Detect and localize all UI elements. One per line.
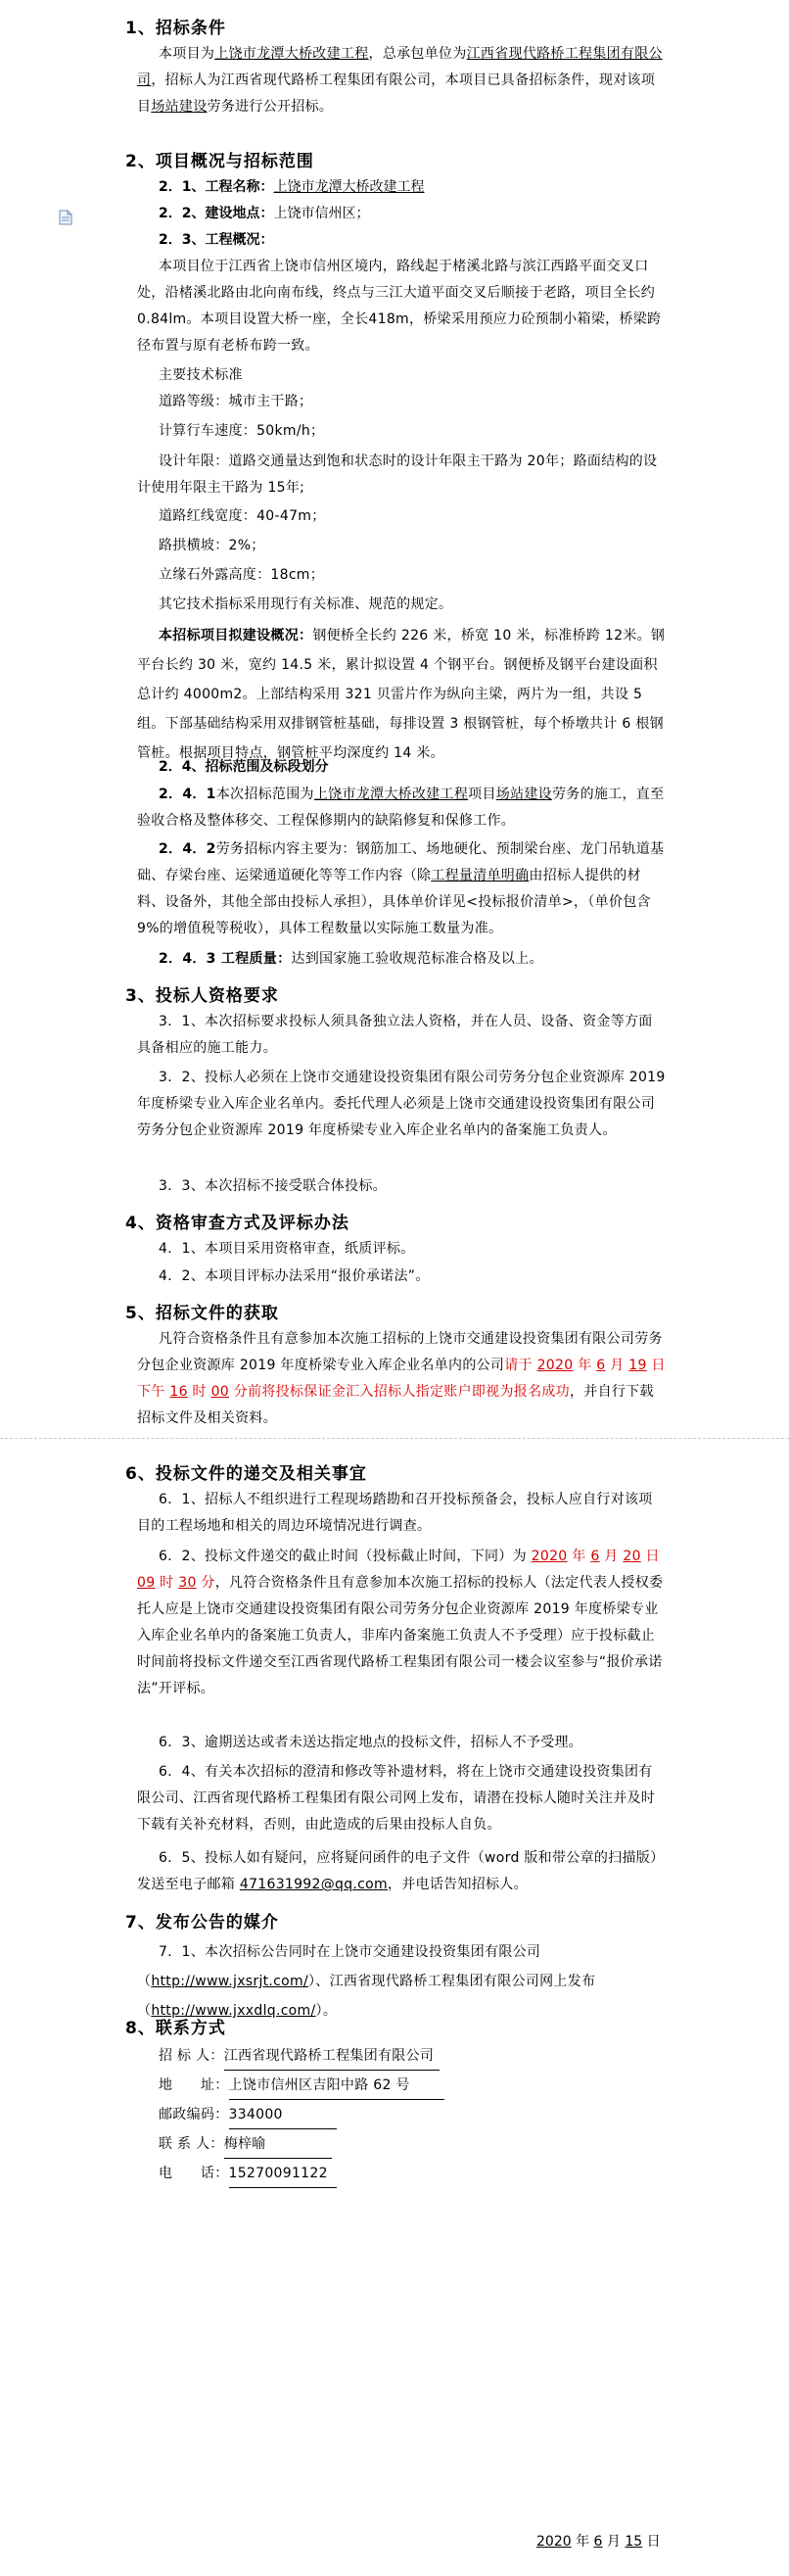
section-1-text: 本项目为上饶市龙潭大桥改建工程，总承包单位为江西省现代路桥工程集团有限公司，招标人为江西省现代路桥工程集团有限公司，本项目已具备招标条件，现对该项目场站建设劳务进行公开招标。 xyxy=(137,46,663,115)
qualification-3-3: 3．3、本次招标不接受联合体投标。 xyxy=(159,1178,387,1194)
submission-6-4: 6．4、有关本次招标的澄清和修改等补遗材料，将在上饶市交通建设投资集团有限公司、江西省现代路桥工程集团有限公司网上发布，请潜在投标人随时关注并及时下载有关补充材料，否则，由此造成的后果由投标人自负。 xyxy=(137,1764,656,1833)
section-6-title: 6、投标文件的递交及相关事宜 xyxy=(125,1464,367,1484)
tech-item: 立缘石外露高度：18cm； xyxy=(159,567,325,583)
quality-row: 2．4．3 工程质量：达到国家施工验收规范标准合格及以上。 xyxy=(159,951,543,967)
tech-item: 道路红线宽度：40-47m； xyxy=(159,508,326,524)
media-7-1: 7．1、本次招标公告同时在上饶市交通建设投资集团有限公司（http://www.jxsrjt.com/）、江西省现代路桥工程集团有限公司网上发布（http://www.jxxdlq.com/）。 xyxy=(137,1944,596,2019)
submission-6-3: 6．3、逾期送达或者未送达指定地点的投标文件，招标人不予受理。 xyxy=(159,1735,583,1750)
review-4-1: 4．1、本项目采用资格审查，纸质评标。 xyxy=(159,1241,415,1257)
qualification-3-1: 3．1、本次招标要求投标人须具备独立法人资格，并在人员、设备、资金等方面具备相应的施工能力。 xyxy=(137,1014,653,1056)
section-4-title: 4、资格审查方式及评标办法 xyxy=(125,1214,349,1233)
jxsrjt-link[interactable]: http://www.jxsrjt.com/ xyxy=(151,1974,308,1989)
submission-6-1: 6．1、招标人不组织进行工程现场踏勘和召开投标预备会，投标人应自行对该项目的工程场地和相关的周边环境情况进行调查。 xyxy=(137,1492,653,1534)
location-row: 2．2、建设地点：上饶市信州区； xyxy=(159,206,370,221)
section-3-title: 3、投标人资格要求 xyxy=(125,986,279,1006)
scope-label: 2．4、招标范围及标段划分 xyxy=(159,759,329,775)
proposed-overview: 本招标项目拟建设概况：钢便桥全长约 226 米，桥宽 10 米，标准桥跨 12米。钢平台长约 30 米，宽约 14.5 米，累计拟设置 4 个钢平台。钢便桥及钢平台建设面积总计约 4000m2。上部结构采用 321 贝雷片作为纵向主梁，两片为一组，共设 5 组。下部基础结构采用双排钢管桩基础，每排设置 3 根钢管桩，每个桥墩共计 6 根钢管桩。根据项目特点，钢管桩平均深度约 14 米。 xyxy=(137,628,666,761)
tech-title: 主要技术标准 xyxy=(159,367,243,383)
scope-2-4-1: 2．4．1本次招标范围为上饶市龙潭大桥改建工程项目场站建设劳务的施工，直至验收合格及整体移交、工程保修期内的缺陷修复和保修工作。 xyxy=(137,787,665,829)
project-name-row: 2．1、工程名称：上饶市龙潭大桥改建工程 xyxy=(159,179,425,195)
overview-text: 本项目位于江西省上饶市信州区境内，路线起于楮溪北路与滨江西路平面交叉口处，沿楮溪北路由北向南布线，终点与三江大道平面交叉后顺接于老路，项目全长约0.84lm。本项目设置大桥一座，全长418m，桥梁采用预应力砼预制小箱梁，桥梁跨径布置与原有老桥布跨一致。 xyxy=(137,259,662,354)
review-4-2: 4．2、本项目评标办法采用“报价承诺法”。 xyxy=(159,1268,430,1284)
section-5-title: 5、招标文件的获取 xyxy=(125,1304,279,1323)
submission-6-5: 6．5、投标人如有疑问，应将疑问函件的电子文件（word 版和带公章的扫描版）发送至电子邮箱 471631992@qq.com，并电话告知招标人。 xyxy=(137,1850,665,1892)
announcement-date: 2020 年 6 月 15 日 xyxy=(536,2534,661,2550)
tech-item: 其它技术指标采用现行有关标准、规范的规定。 xyxy=(159,596,453,612)
scope-2-4-2: 2．4．2劳务招标内容主要为：钢筋加工、场地硬化、预制梁台座、龙门吊轨道基础、存梁台座、运梁通道硬化等等工作内容（除工程量清单明确由招标人提供的材料、设备外，其他全部由投标人承担），具体单价详见<投标报价清单>，（单价包含 9%的增值税等税收），具体工程数量以实际施工数量为准。 xyxy=(137,841,665,936)
document-icon xyxy=(59,210,72,225)
document-acquisition: 凡符合资格条件且有意参加本次施工招标的上饶市交通建设投资集团有限公司劳务分包企业资源库 2019 年度桥梁专业入库企业名单内的公司请于 2020 年 6 月 19 日下午 16 时 00 分前将投标保证金汇入招标人指定账户即视为报名成功，并自行下载招标文件及相关资料。 xyxy=(137,1331,666,1426)
qualification-3-2: 3．2、投标人必须在上饶市交通建设投资集团有限公司劳务分包企业资源库 2019 年度桥梁专业入库企业名单内。委托代理人必须是上饶市交通建设投资集团有限公司劳务分包企业资源库 2019 年度桥梁专业入库企业名单内的备案施工负责人。 xyxy=(137,1070,666,1138)
contact-row: 电 话：15270091122 xyxy=(159,2161,337,2188)
submission-6-2: 6．2、投标文件递交的截止时间（投标截止时间，下同）为 2020 年 6 月 20 日 09 时 30 分，凡符合资格条件且有意参加本次施工招标的投标人（法定代表人授权委托人应是上饶市交通建设投资集团有限公司劳务分包企业资源库 2019 年度桥梁专业入库企业名单内的备案施工负责人，非库内备案施工负责人不予受理）应于投标截止时间前将投标文件递交至江西省现代路桥工程集团有限公司一楼会议室参与“报价承诺法”开评标。 xyxy=(137,1549,664,1696)
contractor-name: 江西省现代路桥工程集团有限公司 xyxy=(137,46,663,88)
tech-item: 路拱横坡：2%； xyxy=(159,538,265,553)
contact-row: 招 标 人：江西省现代路桥工程集团有限公司 xyxy=(159,2043,440,2071)
tech-item: 道路等级：城市主干路； xyxy=(159,394,313,409)
contact-row: 联 系 人：梅梓喻 xyxy=(159,2131,332,2159)
page-divider xyxy=(0,1438,789,1440)
project-name-link: 上饶市龙潭大桥改建工程 xyxy=(214,46,369,62)
section-1-title: 1、招标条件 xyxy=(125,19,226,38)
contact-row: 邮政编码：334000 xyxy=(159,2102,337,2129)
contact-row: 地 址：上饶市信州区吉阳中路 62 号 xyxy=(159,2073,444,2100)
overview-label: 2．3、工程概况： xyxy=(159,232,274,248)
section-2-title: 2、项目概况与招标范围 xyxy=(125,152,314,171)
email-link[interactable]: 471631992@qq.com xyxy=(239,1877,388,1892)
tech-item: 设计年限：道路交通量达到饱和状态时的设计年限主干路为 20年；路面结构的设计使用年限主干路为 15年; xyxy=(137,453,658,496)
tech-item: 计算行车速度：50km/h； xyxy=(159,423,325,439)
section-7-title: 7、发布公告的媒介 xyxy=(125,1913,279,1932)
section-8-title: 8、联系方式 xyxy=(125,2019,226,2038)
jxxdlq-link[interactable]: http://www.jxxdlq.com/ xyxy=(151,2003,316,2019)
